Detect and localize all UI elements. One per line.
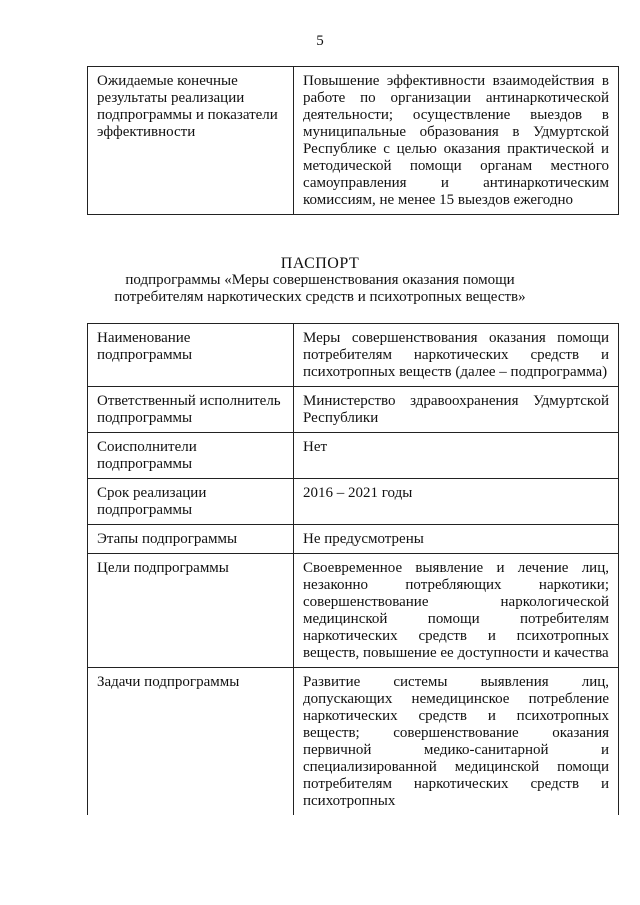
table-row xyxy=(88,668,619,816)
row-value-coexecutors: Нет xyxy=(294,433,619,479)
row-value-goals: Своевременное выявление и лечение лиц, незаконно потребляющих наркотики; совершенствование наркологической медицинской помощи потребителям наркотических средств и психотропных веществ, повышение ее доступности и качества xyxy=(294,554,619,668)
table-row xyxy=(88,67,619,215)
row-label-term: Срок реализации подпрограммы xyxy=(88,479,294,525)
row-label-tasks: Задачи подпрограммы xyxy=(88,668,294,816)
table-row xyxy=(88,479,619,525)
passport-heading xyxy=(0,255,640,306)
row-label-stages: Этапы подпрограммы xyxy=(88,525,294,554)
results-label: Ожидаемые конечные результаты реализации подпрограммы и показатели эффективности xyxy=(88,67,294,215)
passport-subtitle-line-2: потребителям наркотических средств и психотропных веществ» xyxy=(114,289,526,305)
row-value-executor: Министерство здравоохранения Удмуртской Республики xyxy=(294,387,619,433)
table-row xyxy=(88,433,619,479)
results-table xyxy=(87,66,619,215)
row-label-executor: Ответственный исполнитель подпрограммы xyxy=(88,387,294,433)
row-label-goals: Цели подпрограммы xyxy=(88,554,294,668)
row-value-name: Меры совершенствования оказания помощи потребителям наркотических средств и психотропных веществ (далее – подпрограмма) xyxy=(294,324,619,387)
passport-title: ПАСПОРТ xyxy=(280,255,360,272)
row-label-name: Наименование подпрограммы xyxy=(88,324,294,387)
table-row xyxy=(88,324,619,387)
page-number: 5 xyxy=(316,33,324,49)
row-label-coexecutors: Соисполнители подпрограммы xyxy=(88,433,294,479)
table-row xyxy=(88,554,619,668)
results-value: Повышение эффективности взаимодействия в работе по организации антинаркотической деятельности; осуществление выездов в муниципальные образования в Удмуртской Республике с целью оказания практической и методической помощи органам местного самоуправления и антинаркотическим комиссиям, не менее 15 выездов ежегодно xyxy=(294,67,619,215)
passport-subtitle-line-1: подпрограммы «Меры совершенствования оказания помощи xyxy=(125,272,515,288)
row-value-term: 2016 – 2021 годы xyxy=(294,479,619,525)
table-row xyxy=(88,387,619,433)
row-value-tasks: Развитие системы выявления лиц, допускающих немедицинское потребление наркотических средств и психотропных веществ; совершенствование оказания первичной медико-санитарной и специализированной медицинской помощи потребителям наркотических средств и психотропных xyxy=(294,668,619,816)
row-value-stages: Не предусмотрены xyxy=(294,525,619,554)
passport-table xyxy=(87,323,619,815)
table-row xyxy=(88,525,619,554)
